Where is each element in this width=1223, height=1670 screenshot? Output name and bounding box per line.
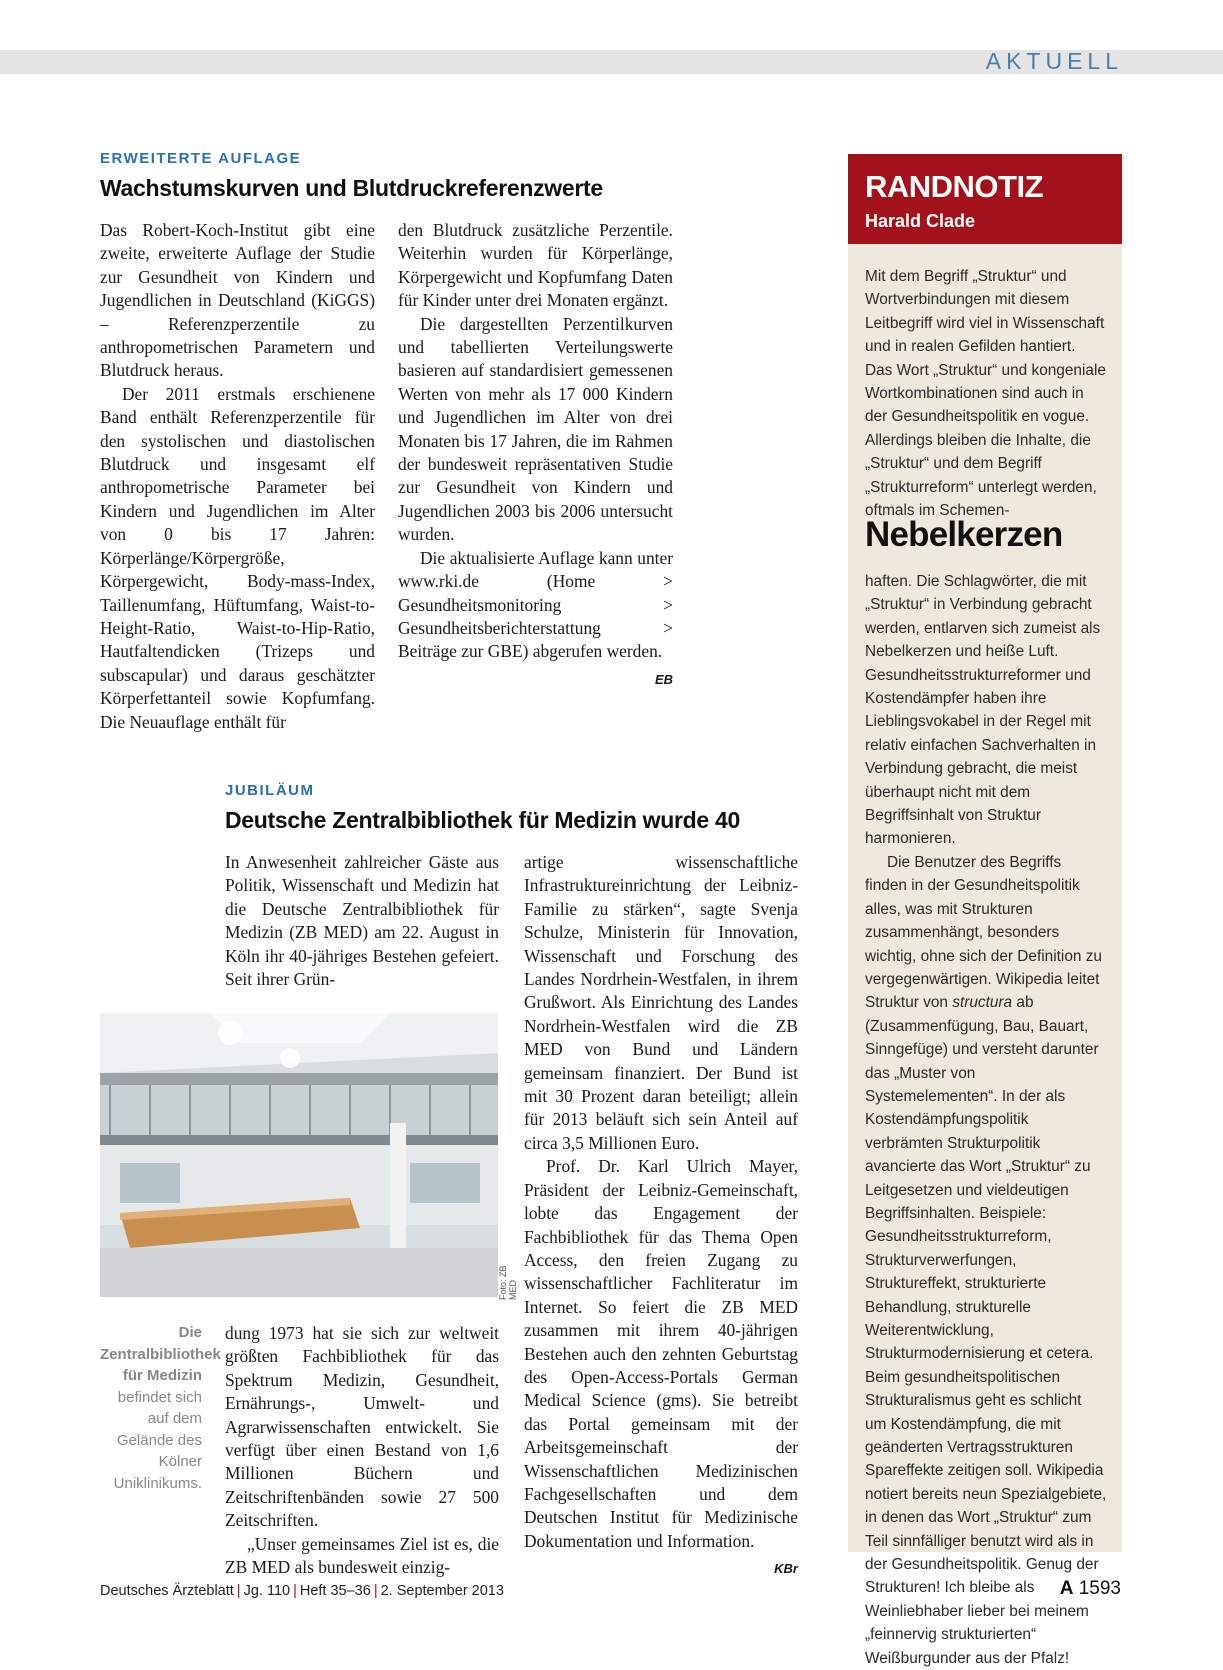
article-column: [524, 851, 798, 1581]
paragraph-text: Die Benutzer des Begriffs finden in der Gesundheitspolitik alles, was mit Strukturen zusammenhängt, besonders wichtig, ohne sich der Definition zu vergegenwärtigen. Wikipedia leitet Struktur von: [865, 853, 1102, 1012]
footer-volume: Jg. 110: [243, 1583, 291, 1599]
paragraph-italic: structura: [952, 994, 1013, 1012]
sidebar-text-bottom: [865, 570, 1107, 1670]
article-headline: Deutsche Zentralbibliothek für Medizin wurde 40: [225, 807, 740, 833]
sidebar-text-top: [865, 265, 1107, 522]
sidebar-big-title: Nebelkerzen: [865, 515, 1063, 554]
paragraph-text: ab (Zusammenfügung, Bau, Bauart, Sinngefüge) und versteht darunter das „Muster von Systemelementen“. In der als Kostendämpfungspolitik verbrämten Strukturpolitik avancierte das Wort „Struktur“ zu Leitgesetzen und vieldeutigen Begriffsinhalten. Beispiele: Gesundheitsstrukturreform, Strukturverwerfungen, Struktureffekt, strukturierte Behandlung, strukturelle Weiterentwicklung, Strukturmodernisierung et cetera. Beim gesundheitspolitischen Strukturalismus geht es schlicht um Kostendämpfung, die mit geänderten Vertragsstrukturen Spareffekte zeitigen soll. Wikipedia notiert bereits neun Spezialgebiete, in denen das Wort „Struktur“ zum Teil sinnfälliger benutzt wird als in der Gesundheitspolitik. Genug der Strukturen! Ich bleibe als Weinliebhaber lieber bei meinem „feinnervig strukturierten“ Weißburgunder aus der Pfalz!: [865, 994, 1107, 1667]
paragraph: dung 1973 hat sie sich zur weltweit größten Fachbibliothek für das Spektrum Medizin, Gesundheit, Ernährungs-, Umwelt- und Agrarwissenschaften entwickelt. Sie verfügt über einen Bestand von 1,6 Millionen Büchern und Zeitschriftenbänden sowie 27 500 Zeitschriften.: [225, 1323, 499, 1531]
caption-text: befindet sich auf dem Gelände des Kölner Uniklinikums.: [113, 1388, 202, 1492]
article-column: [100, 219, 375, 734]
article-kicker: ERWEITERTE AUFLAGE: [100, 150, 302, 167]
paragraph: In Anwesenheit zahlreicher Gäste aus Politik, Wissenschaft und Medizin hat die Deutsche Zentralbibliothek für Medizin (ZB MED) am 22. August in Köln ihr 40-jähriges Bestehen gefeiert. Seit ihrer Grün-: [225, 852, 499, 990]
page-prefix: A: [1059, 1578, 1074, 1599]
footer-separator: |: [236, 1583, 241, 1599]
paragraph: haften. Die Schlagwörter, die mit „Struktur“ in Verbindung gebracht werden, entlarven sich zumeist als Nebelkerzen und heiße Luft. Gesundheitsstrukturreformer und Kostendämpfer haben ihre Lieblingsvokabel in der Regel mit relativ einfachen Sachverhalten in Verbindung gebracht, die meist überhaupt nicht mit dem Begriffsinhalt von Struktur harmonieren.: [865, 573, 1101, 848]
paragraph: artige wissenschaftliche Infrastruktureinrichtung der Leibniz-Familie zu stärken“, sagte Svenja Schulze, Ministerin für Innovation, Wissenschaft und Forschung des Landes Nordrhein-Westfalen, in ihrem Grußwort. Als Einrichtung des Landes Nordrhein-Westfalen wird die ZB MED von Bund und Ländern gemeinsam finanziert. Der Bund ist mit 30 Prozent daran beteiligt; allein für 2013 beläuft sich sein Anteil auf circa 3,5 Millionen Euro.: [524, 852, 798, 1153]
paragraph-text: Die aktualisierte Auflage kann unter www.rki.de (Home > Gesundheitsmonitoring > Gesundheitsberichterstattung > Beiträge zur GBE) abgerufen werden.: [398, 547, 673, 662]
sidebar-header: [848, 154, 1122, 244]
paragraph: Die dargestellten Perzentilkurven und tabellierten Verteilungswerte basieren auf standardisiert gemessenen Werten von mehr als 17 000 Kindern und Jugendlichen im Alter von drei Monaten bis 17 Jahren, die im Rahmen der bundesweit repräsentativen Studie zur Gesundheit von Kindern und Jugendlichen 2003 bis 2006 untersucht wurden.: [398, 313, 673, 545]
author-signature: KBr: [774, 1561, 798, 1577]
page-number-value: 1593: [1078, 1578, 1121, 1599]
paragraph: [524, 1155, 798, 1577]
footer-journal: Deutsches Ärzteblatt: [100, 1583, 234, 1599]
footer: [100, 1583, 504, 1599]
paragraph: Mit dem Begriff „Struktur“ und Wortverbindungen mit diesem Leitbegriff wird viel in Wissenschaft und in realen Gefilden hantiert. Das Wort „Struktur“ und kongeniale Wortkombinationen sind auch in der Gesundheitspolitik en vogue. Allerdings bleiben die Inhalte, die „Struktur“ und dem Begriff „Strukturreform“ unterlegt werden, oftmals im Schemen-: [865, 268, 1106, 520]
photo-credit: Foto: ZB MED: [498, 1265, 518, 1300]
section-label: AKTUELL: [985, 48, 1123, 74]
footer-separator: |: [293, 1583, 297, 1599]
sidebar-title: RANDNOTIZ: [865, 169, 1044, 204]
photo-caption: [100, 1322, 221, 1494]
footer-date: 2. September 2013: [380, 1583, 504, 1599]
library-interior-illustration: [100, 1013, 498, 1297]
paragraph: Der 2011 erstmals erschienene Band enthält Referenzperzentile für den systolischen und diastolischen Blutdruck und insgesamt elf anthropometrische Parameter bei Kindern und Jugendlichen im Alter von 0 bis 17 Jahren: Körperlänge/Körpergröße, Körpergewicht, Body-mass-Index, Taillenumfang, Hüftumfang, Waist-to-Height-Ratio, Waist-to-Hip-Ratio, Hautfaltendicken (Trizeps und subscapular) und daraus geschätzter Körperfettanteil sowie Kopfumfang. Die Neuauflage enthält für: [100, 383, 375, 732]
paragraph: den Blutdruck zusätzliche Perzentile. Weiterhin wurden für Körperlänge, Körpergewicht und Kopfumfang Daten für Kinder unter drei Monaten ergänzt.: [398, 220, 673, 311]
page-number: [1060, 1578, 1121, 1600]
sidebar-author: Harald Clade: [865, 211, 976, 231]
footer-separator: |: [373, 1583, 378, 1599]
article-column: [398, 219, 673, 691]
paragraph: [398, 547, 673, 687]
library-photo: [100, 1013, 498, 1297]
caption-bold: Die Zentralbibliothek für Medizin: [100, 1324, 221, 1384]
article-column: [225, 1322, 499, 1579]
paragraph-text: Prof. Dr. Karl Ulrich Mayer, Präsident der Leibniz-Gemeinschaft, lobte das Engagement der Fachbibliothek für das Thema Open Access, den freien Zugang zu wissenschaftlicher Fachliteratur im Internet. So feiert die ZB MED zusammen mit ihrem 40-jährigen Bestehen auch den zehnten Geburtstag des Open-Access-Portals German Medical Science (gms). Sie betreibt das Portal gemeinsam mit der Arbeitsgemeinschaft der Wissenschaftlichen Medizinischen Fachgesellschaften und dem Deutschen Institut für Medizinische Dokumentation und Information.: [524, 1156, 798, 1551]
paragraph: „Unser gemeinsames Ziel ist es, die ZB MED als bundesweit einzig-: [225, 1533, 499, 1578]
footer-issue: Heft 35–36: [299, 1583, 371, 1599]
paragraph: [865, 851, 1107, 1670]
article-column: [225, 851, 499, 991]
article-kicker: JUBILÄUM: [225, 782, 315, 799]
article-headline: Wachstumskurven und Blutdruckreferenzwerte: [100, 175, 603, 201]
author-signature: EB: [654, 671, 673, 687]
paragraph: Das Robert-Koch-Institut gibt eine zweite, erweiterte Auflage der Studie zur Gesundheit von Kindern und Jugendlichen in Deutschland (KiGGS) – Referenzperzentile zu anthropometrischen Parametern und Blutdruck heraus.: [100, 220, 375, 381]
